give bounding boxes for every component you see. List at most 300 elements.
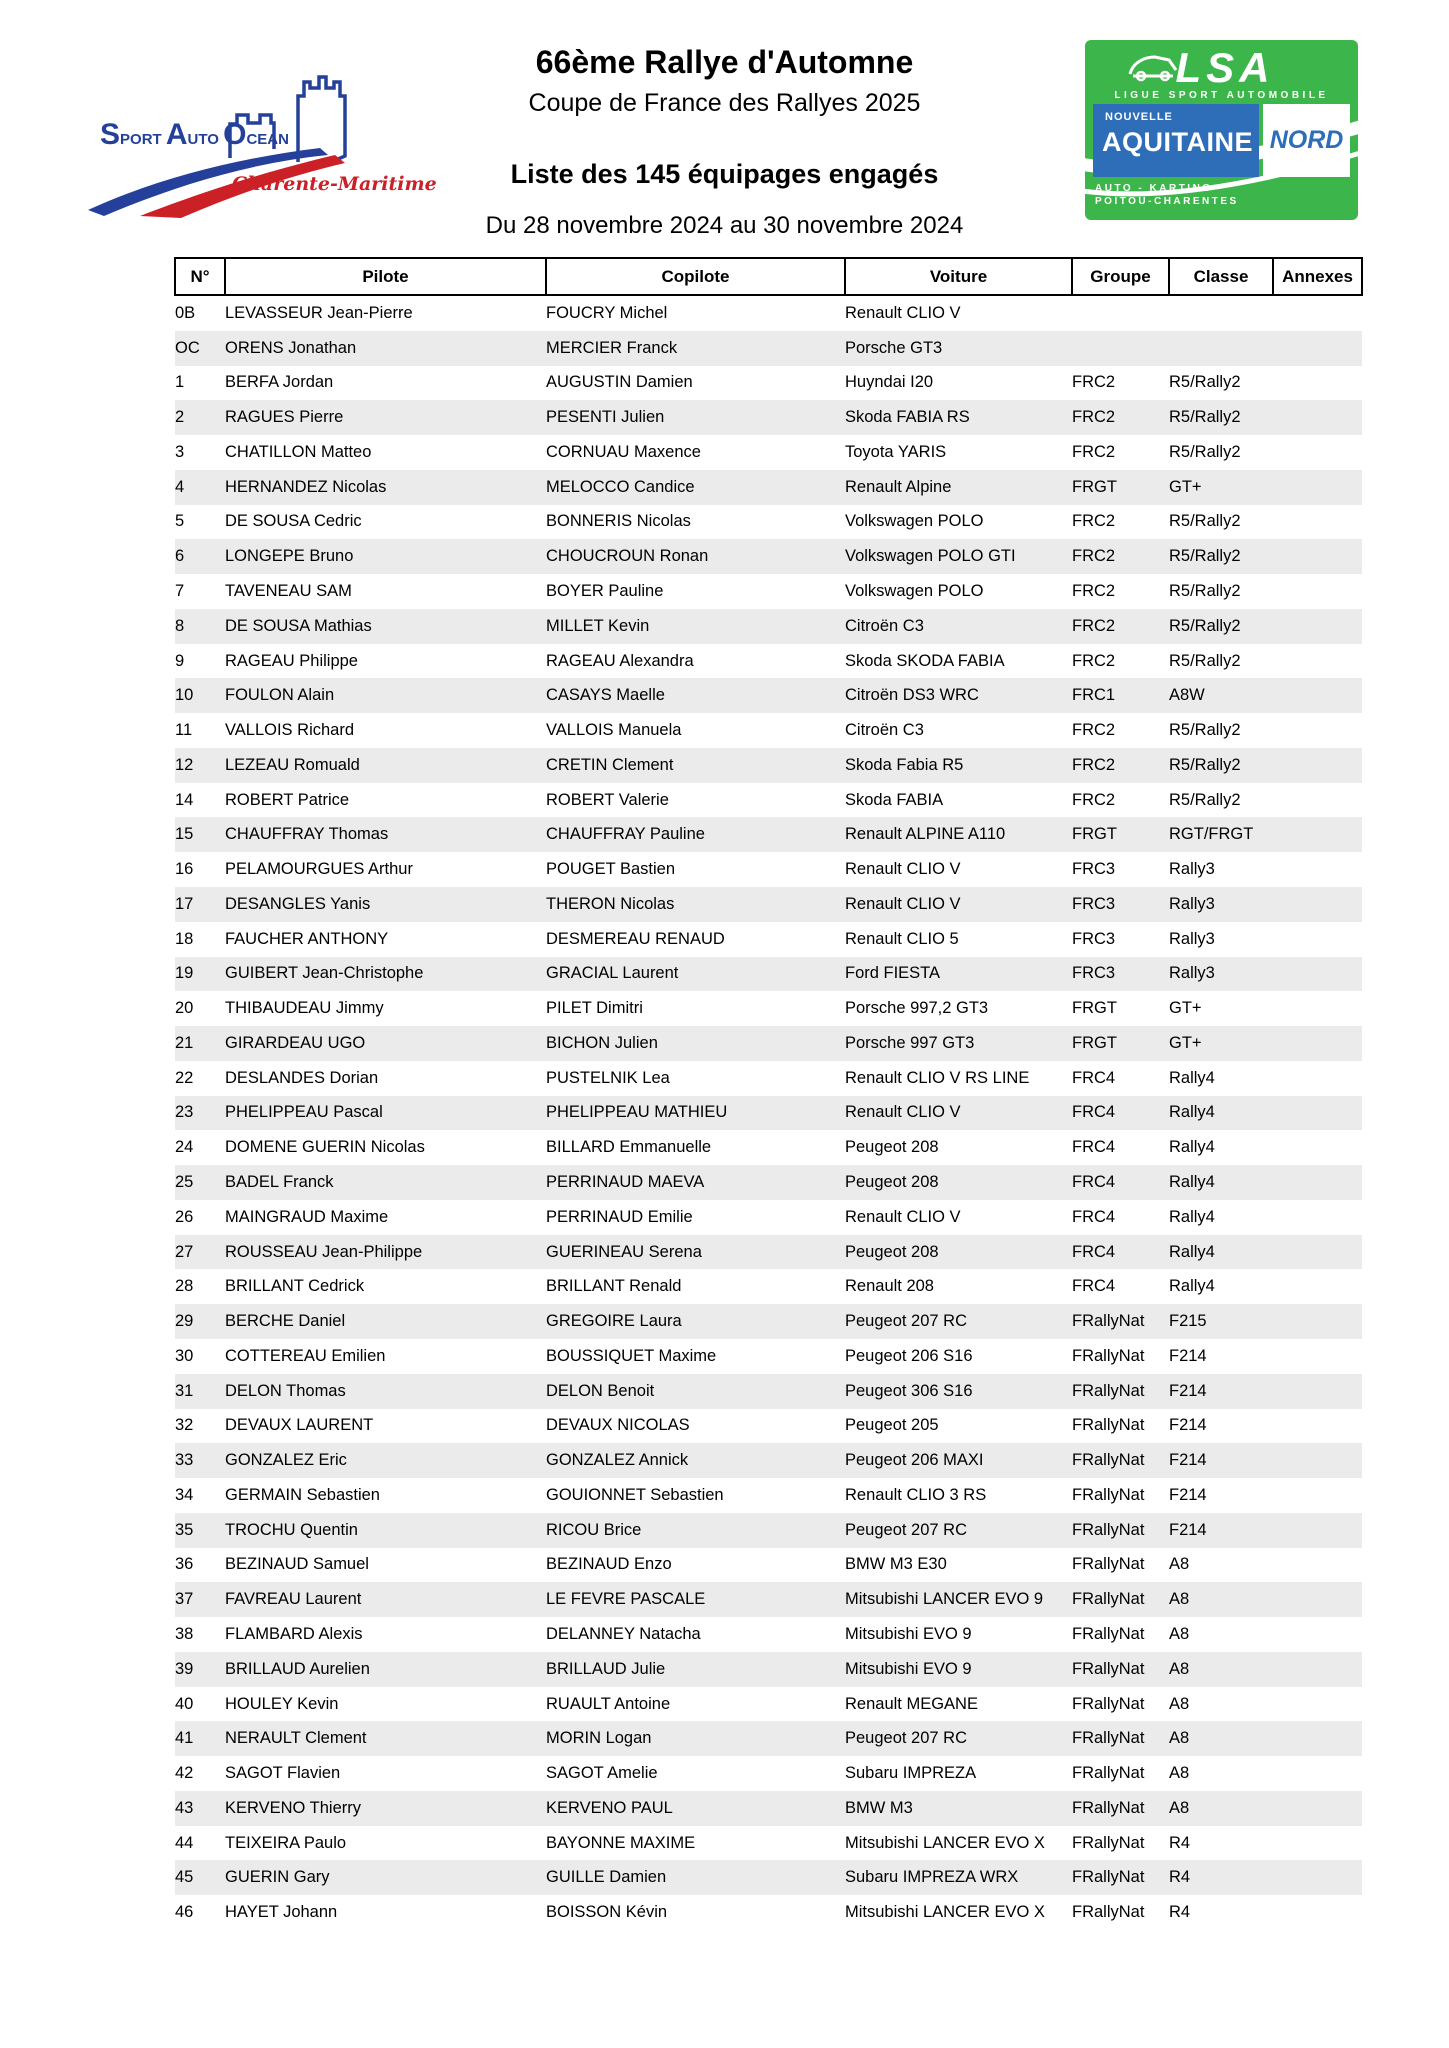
table-row xyxy=(175,1513,1362,1548)
cell-num: 38 xyxy=(175,1624,194,1643)
cell-num: 2 xyxy=(175,408,185,427)
cell-voiture: Peugeot 205 xyxy=(845,1416,939,1435)
cell-classe: Rally4 xyxy=(1169,1138,1215,1157)
cell-classe: R4 xyxy=(1169,1833,1191,1852)
cell-pilote: GONZALEZ Eric xyxy=(225,1451,347,1470)
cell-groupe: FRallyNat xyxy=(1072,1624,1145,1643)
cell-classe: GT+ xyxy=(1169,1033,1202,1052)
cell-annexes xyxy=(1273,295,1362,331)
table-row xyxy=(175,1026,1362,1061)
table-row xyxy=(175,957,1362,992)
cell-annexes xyxy=(1273,678,1362,713)
cell-voiture: Mitsubishi EVO 9 xyxy=(845,1624,972,1643)
cell-num: 27 xyxy=(175,1242,194,1261)
column-header-3: Voiture xyxy=(845,258,1072,295)
lsa-footer-line2: POITOU-CHARENTES xyxy=(1095,196,1239,207)
cell-copilote: BAYONNE MAXIME xyxy=(546,1833,696,1852)
cell-groupe: FRC2 xyxy=(1072,790,1116,809)
cell-groupe: FRallyNat xyxy=(1072,1694,1145,1713)
cell-groupe: FRC4 xyxy=(1072,1242,1116,1261)
cell-num: 17 xyxy=(175,894,194,913)
cell-groupe: FRallyNat xyxy=(1072,1798,1145,1817)
cell-classe: R5/Rally2 xyxy=(1169,721,1241,740)
cell-pilote: GERMAIN Sebastien xyxy=(225,1485,380,1504)
cell-voiture: Citroën DS3 WRC xyxy=(845,686,979,705)
cell-num: OC xyxy=(175,338,200,357)
lsa-ligue-label: LIGUE SPORT AUTOMOBILE xyxy=(1114,90,1329,101)
table-row xyxy=(175,1582,1362,1617)
table-row xyxy=(175,1235,1362,1270)
table-row xyxy=(175,435,1362,470)
lsa-footer-line1: AUTO - KARTING xyxy=(1095,183,1213,194)
cell-classe: R5/Rally2 xyxy=(1169,651,1241,670)
cell-annexes xyxy=(1273,1617,1362,1652)
table-row xyxy=(175,1652,1362,1687)
cell-annexes xyxy=(1273,957,1362,992)
cell-copilote: PERRINAUD MAEVA xyxy=(546,1173,705,1192)
cell-copilote: CASAYS Maelle xyxy=(546,686,665,705)
cell-copilote: BEZINAUD Enzo xyxy=(546,1555,672,1574)
cell-pilote: HAYET Johann xyxy=(225,1903,338,1922)
cell-num: 15 xyxy=(175,825,194,844)
cell-voiture: Peugeot 207 RC xyxy=(845,1312,968,1331)
cell-groupe: FRC4 xyxy=(1072,1103,1116,1122)
cell-annexes xyxy=(1273,1374,1362,1409)
table-row xyxy=(175,922,1362,957)
cell-copilote: PHELIPPEAU MATHIEU xyxy=(546,1103,728,1122)
cell-voiture: Peugeot 206 S16 xyxy=(845,1346,973,1365)
cell-voiture: Subaru IMPREZA xyxy=(845,1764,977,1783)
cell-copilote: GOUIONNET Sebastien xyxy=(546,1485,724,1504)
cell-voiture: Citroën C3 xyxy=(845,721,924,740)
cell-num: 43 xyxy=(175,1798,194,1817)
cell-voiture: Renault CLIO V xyxy=(845,303,961,322)
cell-num: 36 xyxy=(175,1555,194,1574)
cell-pilote: GUERIN Gary xyxy=(225,1868,330,1887)
cell-pilote: DESLANDES Dorian xyxy=(225,1068,379,1087)
cell-groupe: FRC2 xyxy=(1072,582,1116,600)
cell-voiture: Renault CLIO 3 RS xyxy=(845,1485,987,1504)
cell-copilote: GRACIAL Laurent xyxy=(546,964,679,983)
table-row xyxy=(175,1756,1362,1791)
table-row xyxy=(175,470,1362,505)
cell-voiture: Peugeot 208 xyxy=(845,1173,939,1192)
cell-num: 19 xyxy=(175,964,194,983)
cell-annexes xyxy=(1273,748,1362,783)
table-row xyxy=(175,991,1362,1026)
cell-pilote: FAUCHER ANTHONY xyxy=(225,929,389,948)
table-row xyxy=(175,1339,1362,1374)
cell-classe: R5/Rally2 xyxy=(1169,755,1241,774)
table-row xyxy=(175,295,1362,331)
cell-num: 22 xyxy=(175,1068,194,1087)
cell-annexes xyxy=(1273,1582,1362,1617)
cell-copilote: MELOCCO Candice xyxy=(546,477,695,496)
cell-groupe: FRC2 xyxy=(1072,408,1116,427)
table-row xyxy=(175,1096,1362,1131)
cell-copilote: RICOU Brice xyxy=(546,1520,642,1539)
cell-groupe xyxy=(1072,295,1169,331)
cell-num: 21 xyxy=(175,1033,194,1052)
cell-groupe: FRC2 xyxy=(1072,755,1116,774)
cell-voiture: Renault CLIO V xyxy=(845,860,961,879)
cell-voiture: Mitsubishi EVO 9 xyxy=(845,1659,972,1678)
cell-copilote: GUERINEAU Serena xyxy=(546,1242,702,1261)
cell-voiture: Peugeot 306 S16 xyxy=(845,1381,973,1400)
cell-classe: F214 xyxy=(1169,1416,1207,1435)
cell-pilote: BRILLANT Cedrick xyxy=(225,1277,365,1296)
cell-annexes xyxy=(1273,1860,1362,1895)
cell-classe: Rally4 xyxy=(1169,1173,1215,1192)
cell-groupe: FRC2 xyxy=(1072,616,1116,635)
cell-pilote: GIRARDEAU UGO xyxy=(225,1033,366,1052)
cell-copilote: DEVAUX NICOLAS xyxy=(546,1416,690,1435)
cell-classe: F214 xyxy=(1169,1451,1207,1470)
cell-pilote: TEIXEIRA Paulo xyxy=(225,1833,347,1852)
cell-pilote: DE SOUSA Cedric xyxy=(225,512,362,531)
cell-copilote: CRETIN Clement xyxy=(546,755,674,774)
cell-pilote: LONGEPE Bruno xyxy=(225,547,354,566)
cell-num: 3 xyxy=(175,442,185,461)
cell-pilote: CHATILLON Matteo xyxy=(225,442,372,461)
cell-pilote: LEVASSEUR Jean-Pierre xyxy=(225,303,413,322)
cell-voiture: Renault CLIO V xyxy=(845,894,961,913)
cell-annexes xyxy=(1273,1513,1362,1548)
cell-annexes xyxy=(1273,1721,1362,1756)
cell-groupe: FRallyNat xyxy=(1072,1833,1145,1852)
cell-voiture: Porsche 997 GT3 xyxy=(845,1033,975,1052)
cell-classe: F214 xyxy=(1169,1520,1207,1539)
cell-copilote: FOUCRY Michel xyxy=(546,303,668,322)
cell-groupe: FRC4 xyxy=(1072,1277,1116,1296)
cell-num: 45 xyxy=(175,1868,194,1887)
cell-groupe: FRallyNat xyxy=(1072,1555,1145,1574)
cell-voiture: Skoda SKODA FABIA xyxy=(845,651,1005,670)
cell-classe: F214 xyxy=(1169,1485,1207,1504)
cell-classe: Rally4 xyxy=(1169,1242,1215,1261)
cell-classe: Rally3 xyxy=(1169,964,1215,983)
cell-classe: R5/Rally2 xyxy=(1169,373,1241,392)
cell-copilote: BOUSSIQUET Maxime xyxy=(546,1346,717,1365)
cell-groupe: FRGT xyxy=(1072,477,1117,496)
cell-classe: GT+ xyxy=(1169,999,1202,1018)
cell-copilote: MILLET Kevin xyxy=(546,616,650,635)
cell-annexes xyxy=(1273,783,1362,818)
column-header-1: Pilote xyxy=(225,258,546,295)
cell-annexes xyxy=(1273,400,1362,435)
cell-annexes xyxy=(1273,1200,1362,1235)
table-row xyxy=(175,574,1362,609)
cell-copilote: LE FEVRE PASCALE xyxy=(546,1590,706,1609)
cell-pilote: SAGOT Flavien xyxy=(225,1764,341,1783)
lsa-aquitaine-box xyxy=(1093,104,1259,177)
cell-annexes xyxy=(1273,991,1362,1026)
table-row xyxy=(175,609,1362,644)
sao-wordmark: SPORT AUTO OCEAN xyxy=(100,118,289,151)
cell-voiture: Peugeot 206 MAXI xyxy=(845,1451,984,1470)
cell-voiture: Peugeot 208 xyxy=(845,1242,939,1261)
cell-classe: Rally4 xyxy=(1169,1277,1215,1296)
cell-num: 16 xyxy=(175,860,194,879)
cell-copilote: RAGEAU Alexandra xyxy=(546,651,694,670)
table-row xyxy=(175,1304,1362,1339)
cell-classe xyxy=(1169,295,1273,331)
cell-voiture: Peugeot 208 xyxy=(845,1138,939,1157)
cell-num: 41 xyxy=(175,1729,194,1748)
table-row xyxy=(175,1061,1362,1096)
cell-classe: R5/Rally2 xyxy=(1169,512,1241,531)
cell-groupe: FRC3 xyxy=(1072,964,1116,983)
table-row xyxy=(175,748,1362,783)
cell-copilote: MERCIER Franck xyxy=(546,338,678,357)
cell-pilote: GUIBERT Jean-Christophe xyxy=(225,964,424,983)
table-row xyxy=(175,887,1362,922)
cell-annexes xyxy=(1273,1096,1362,1131)
cell-annexes xyxy=(1273,1409,1362,1444)
table-row xyxy=(175,852,1362,887)
event-title: 66ème Rallye d'Automne xyxy=(535,44,914,80)
cell-voiture: Porsche GT3 xyxy=(845,338,943,357)
lsa-nouvelle-label: NOUVELLE xyxy=(1105,111,1173,123)
cell-classe: R5/Rally2 xyxy=(1169,408,1241,427)
cell-copilote: BRILLAUD Julie xyxy=(546,1659,666,1678)
cell-voiture: Renault CLIO 5 xyxy=(845,929,959,948)
cell-annexes xyxy=(1273,1443,1362,1478)
column-header-6: Annexes xyxy=(1273,258,1362,295)
cell-pilote: COTTEREAU Emilien xyxy=(225,1346,386,1365)
cell-voiture: Toyota YARIS xyxy=(845,442,947,461)
cell-copilote: GREGOIRE Laura xyxy=(546,1312,682,1331)
cell-annexes xyxy=(1273,1826,1362,1861)
cell-classe: Rally4 xyxy=(1169,1207,1215,1226)
column-header-0: N° xyxy=(175,258,225,295)
table-row xyxy=(175,1165,1362,1200)
cell-groupe: FRGT xyxy=(1072,1033,1117,1052)
cell-pilote: ROBERT Patrice xyxy=(225,790,350,809)
cell-annexes xyxy=(1273,331,1362,366)
table-row xyxy=(175,331,1362,366)
cell-voiture: Renault CLIO V xyxy=(845,1207,961,1226)
cell-copilote: GONZALEZ Annick xyxy=(546,1451,689,1470)
cell-groupe: FRallyNat xyxy=(1072,1346,1145,1365)
cell-classe: F214 xyxy=(1169,1346,1207,1365)
cell-groupe: FRC4 xyxy=(1072,1068,1116,1087)
column-header-2: Copilote xyxy=(546,258,845,295)
cell-classe: A8W xyxy=(1169,686,1205,705)
cell-pilote: KERVENO Thierry xyxy=(225,1798,362,1817)
event-subtitle: Coupe de France des Rallyes 2025 xyxy=(528,89,921,117)
cell-num: 20 xyxy=(175,999,194,1018)
cell-pilote: THIBAUDEAU Jimmy xyxy=(225,999,384,1018)
cell-classe: R5/Rally2 xyxy=(1169,790,1241,809)
cell-pilote: MAINGRAUD Maxime xyxy=(225,1207,389,1226)
column-header-5: Classe xyxy=(1169,258,1273,295)
cell-groupe xyxy=(1072,331,1169,366)
cell-groupe: FRC3 xyxy=(1072,860,1116,879)
cell-pilote: CHAUFFRAY Thomas xyxy=(225,825,389,844)
cell-num: 12 xyxy=(175,755,194,774)
cell-groupe: FRGT xyxy=(1072,999,1117,1018)
cell-groupe: FRC3 xyxy=(1072,929,1116,948)
cell-voiture: BMW M3 E30 xyxy=(845,1555,947,1574)
cell-groupe: FRallyNat xyxy=(1072,1416,1145,1435)
cell-annexes xyxy=(1273,1339,1362,1374)
cell-voiture: Renault Alpine xyxy=(845,477,952,496)
table-row xyxy=(175,713,1362,748)
cell-annexes xyxy=(1273,1652,1362,1687)
cell-num: 42 xyxy=(175,1764,194,1783)
cell-pilote: DESANGLES Yanis xyxy=(225,894,371,913)
cell-pilote: ORENS Jonathan xyxy=(225,338,357,357)
cell-voiture: Renault 208 xyxy=(845,1277,934,1296)
table-row xyxy=(175,539,1362,574)
cell-annexes xyxy=(1273,1165,1362,1200)
cell-pilote: BEZINAUD Samuel xyxy=(225,1555,369,1574)
cell-pilote: LEZEAU Romuald xyxy=(225,755,360,774)
cell-groupe: FRallyNat xyxy=(1072,1729,1145,1748)
table-row xyxy=(175,1826,1362,1861)
cell-voiture: Peugeot 207 RC xyxy=(845,1520,968,1539)
table-row xyxy=(175,1409,1362,1444)
cell-copilote: BONNERIS Nicolas xyxy=(546,512,691,531)
table-row xyxy=(175,1478,1362,1513)
table-row xyxy=(175,783,1362,818)
table-row xyxy=(175,1721,1362,1756)
cell-voiture: Peugeot 207 RC xyxy=(845,1729,968,1748)
cell-classe: A8 xyxy=(1169,1590,1190,1609)
cell-classe: R5/Rally2 xyxy=(1169,442,1241,461)
cell-copilote: BILLARD Emmanuelle xyxy=(546,1138,712,1157)
cell-num: 44 xyxy=(175,1833,194,1852)
cell-classe: GT+ xyxy=(1169,477,1202,496)
cell-classe: A8 xyxy=(1169,1624,1190,1643)
cell-annexes xyxy=(1273,1026,1362,1061)
cell-classe xyxy=(1169,331,1273,366)
cell-classe: R5/Rally2 xyxy=(1169,616,1241,635)
cell-annexes xyxy=(1273,887,1362,922)
cell-copilote: PILET Dimitri xyxy=(546,999,643,1018)
cell-voiture: Renault CLIO V xyxy=(845,1103,961,1122)
cell-pilote: FOULON Alain xyxy=(225,686,335,705)
cell-copilote: POUGET Bastien xyxy=(546,860,675,879)
table-row xyxy=(175,1617,1362,1652)
cell-pilote: HERNANDEZ Nicolas xyxy=(225,477,387,496)
lsa-aquitaine-label: AQUITAINE xyxy=(1102,127,1253,157)
table-row xyxy=(175,644,1362,679)
cell-voiture: Volkswagen POLO xyxy=(845,582,984,600)
cell-copilote: PESENTI Julien xyxy=(546,408,665,427)
cell-annexes xyxy=(1273,1130,1362,1165)
cell-classe: A8 xyxy=(1169,1729,1190,1748)
cell-num: 5 xyxy=(175,512,185,531)
cell-voiture: Volkswagen POLO xyxy=(845,512,984,531)
cell-annexes xyxy=(1273,1548,1362,1583)
cell-copilote: PUSTELNIK Lea xyxy=(546,1068,670,1087)
cell-copilote: PERRINAUD Emilie xyxy=(546,1207,693,1226)
cell-classe: Rally3 xyxy=(1169,929,1215,948)
cell-voiture: Citroën C3 xyxy=(845,616,924,635)
cell-num: 4 xyxy=(175,477,185,496)
cell-pilote: RAGUES Pierre xyxy=(225,408,344,427)
cell-voiture: Renault ALPINE A110 xyxy=(845,825,1006,844)
table-row xyxy=(175,817,1362,852)
cell-num: 29 xyxy=(175,1312,194,1331)
cell-annexes xyxy=(1273,713,1362,748)
cell-pilote: DEVAUX LAURENT xyxy=(225,1416,374,1435)
cell-annexes xyxy=(1273,435,1362,470)
table-row xyxy=(175,1443,1362,1478)
table-row xyxy=(175,1269,1362,1304)
cell-num: 35 xyxy=(175,1520,194,1539)
cell-pilote: FLAMBARD Alexis xyxy=(225,1624,363,1643)
cell-annexes xyxy=(1273,539,1362,574)
cell-voiture: BMW M3 xyxy=(845,1798,913,1817)
cell-num: 6 xyxy=(175,547,185,566)
cell-groupe: FRC2 xyxy=(1072,373,1116,392)
table-row xyxy=(175,678,1362,713)
table-row xyxy=(175,1200,1362,1235)
cell-copilote: RUAULT Antoine xyxy=(546,1694,671,1713)
lsa-logo xyxy=(1085,40,1358,220)
cell-num: 11 xyxy=(175,721,193,740)
cell-classe: F215 xyxy=(1169,1312,1207,1331)
table-row xyxy=(175,366,1362,401)
cell-classe: A8 xyxy=(1169,1659,1190,1678)
cell-pilote: HOULEY Kevin xyxy=(225,1694,339,1713)
cell-copilote: KERVENO PAUL xyxy=(546,1798,673,1817)
cell-classe: R5/Rally2 xyxy=(1169,547,1241,566)
cell-annexes xyxy=(1273,609,1362,644)
cell-classe: R5/Rally2 xyxy=(1169,582,1241,600)
cell-num: 23 xyxy=(175,1103,194,1122)
cell-voiture: Mitsubishi LANCER EVO X xyxy=(845,1833,1045,1852)
cell-copilote: DELON Benoit xyxy=(546,1381,655,1400)
cell-num: 33 xyxy=(175,1451,194,1470)
cell-num: 34 xyxy=(175,1485,194,1504)
cell-num: 8 xyxy=(175,616,185,635)
cell-pilote: TROCHU Quentin xyxy=(225,1520,358,1539)
cell-num: 14 xyxy=(175,790,194,809)
cell-annexes xyxy=(1273,1304,1362,1339)
cell-groupe: FRallyNat xyxy=(1072,1520,1145,1539)
cell-groupe: FRallyNat xyxy=(1072,1312,1145,1331)
cell-classe: Rally3 xyxy=(1169,894,1215,913)
table-row xyxy=(175,400,1362,435)
cell-pilote: BRILLAUD Aurelien xyxy=(225,1659,370,1678)
entries-table-head xyxy=(175,258,1362,295)
cell-groupe: FRallyNat xyxy=(1072,1485,1145,1504)
cell-pilote: BERCHE Daniel xyxy=(225,1312,346,1331)
cell-pilote: PHELIPPEAU Pascal xyxy=(225,1103,383,1122)
cell-voiture: Huyndai I20 xyxy=(845,373,934,392)
cell-classe: A8 xyxy=(1169,1694,1190,1713)
cell-annexes xyxy=(1273,470,1362,505)
cell-pilote: RAGEAU Philippe xyxy=(225,651,358,670)
cell-classe: A8 xyxy=(1169,1798,1190,1817)
cell-copilote: CHAUFFRAY Pauline xyxy=(546,825,705,844)
cell-copilote: DESMEREAU RENAUD xyxy=(546,929,725,948)
header-row xyxy=(175,258,1362,295)
cell-pilote: VALLOIS Richard xyxy=(225,721,355,740)
cell-copilote: AUGUSTIN Damien xyxy=(546,373,693,392)
cell-annexes xyxy=(1273,817,1362,852)
cell-groupe: FRC2 xyxy=(1072,547,1116,566)
cell-copilote: BICHON Julien xyxy=(546,1033,658,1052)
cell-copilote: DELANNEY Natacha xyxy=(546,1624,701,1643)
lsa-nord-box xyxy=(1263,104,1350,177)
cell-voiture: Renault MEGANE xyxy=(845,1694,978,1713)
cell-voiture: Mitsubishi LANCER EVO 9 xyxy=(845,1590,1044,1609)
